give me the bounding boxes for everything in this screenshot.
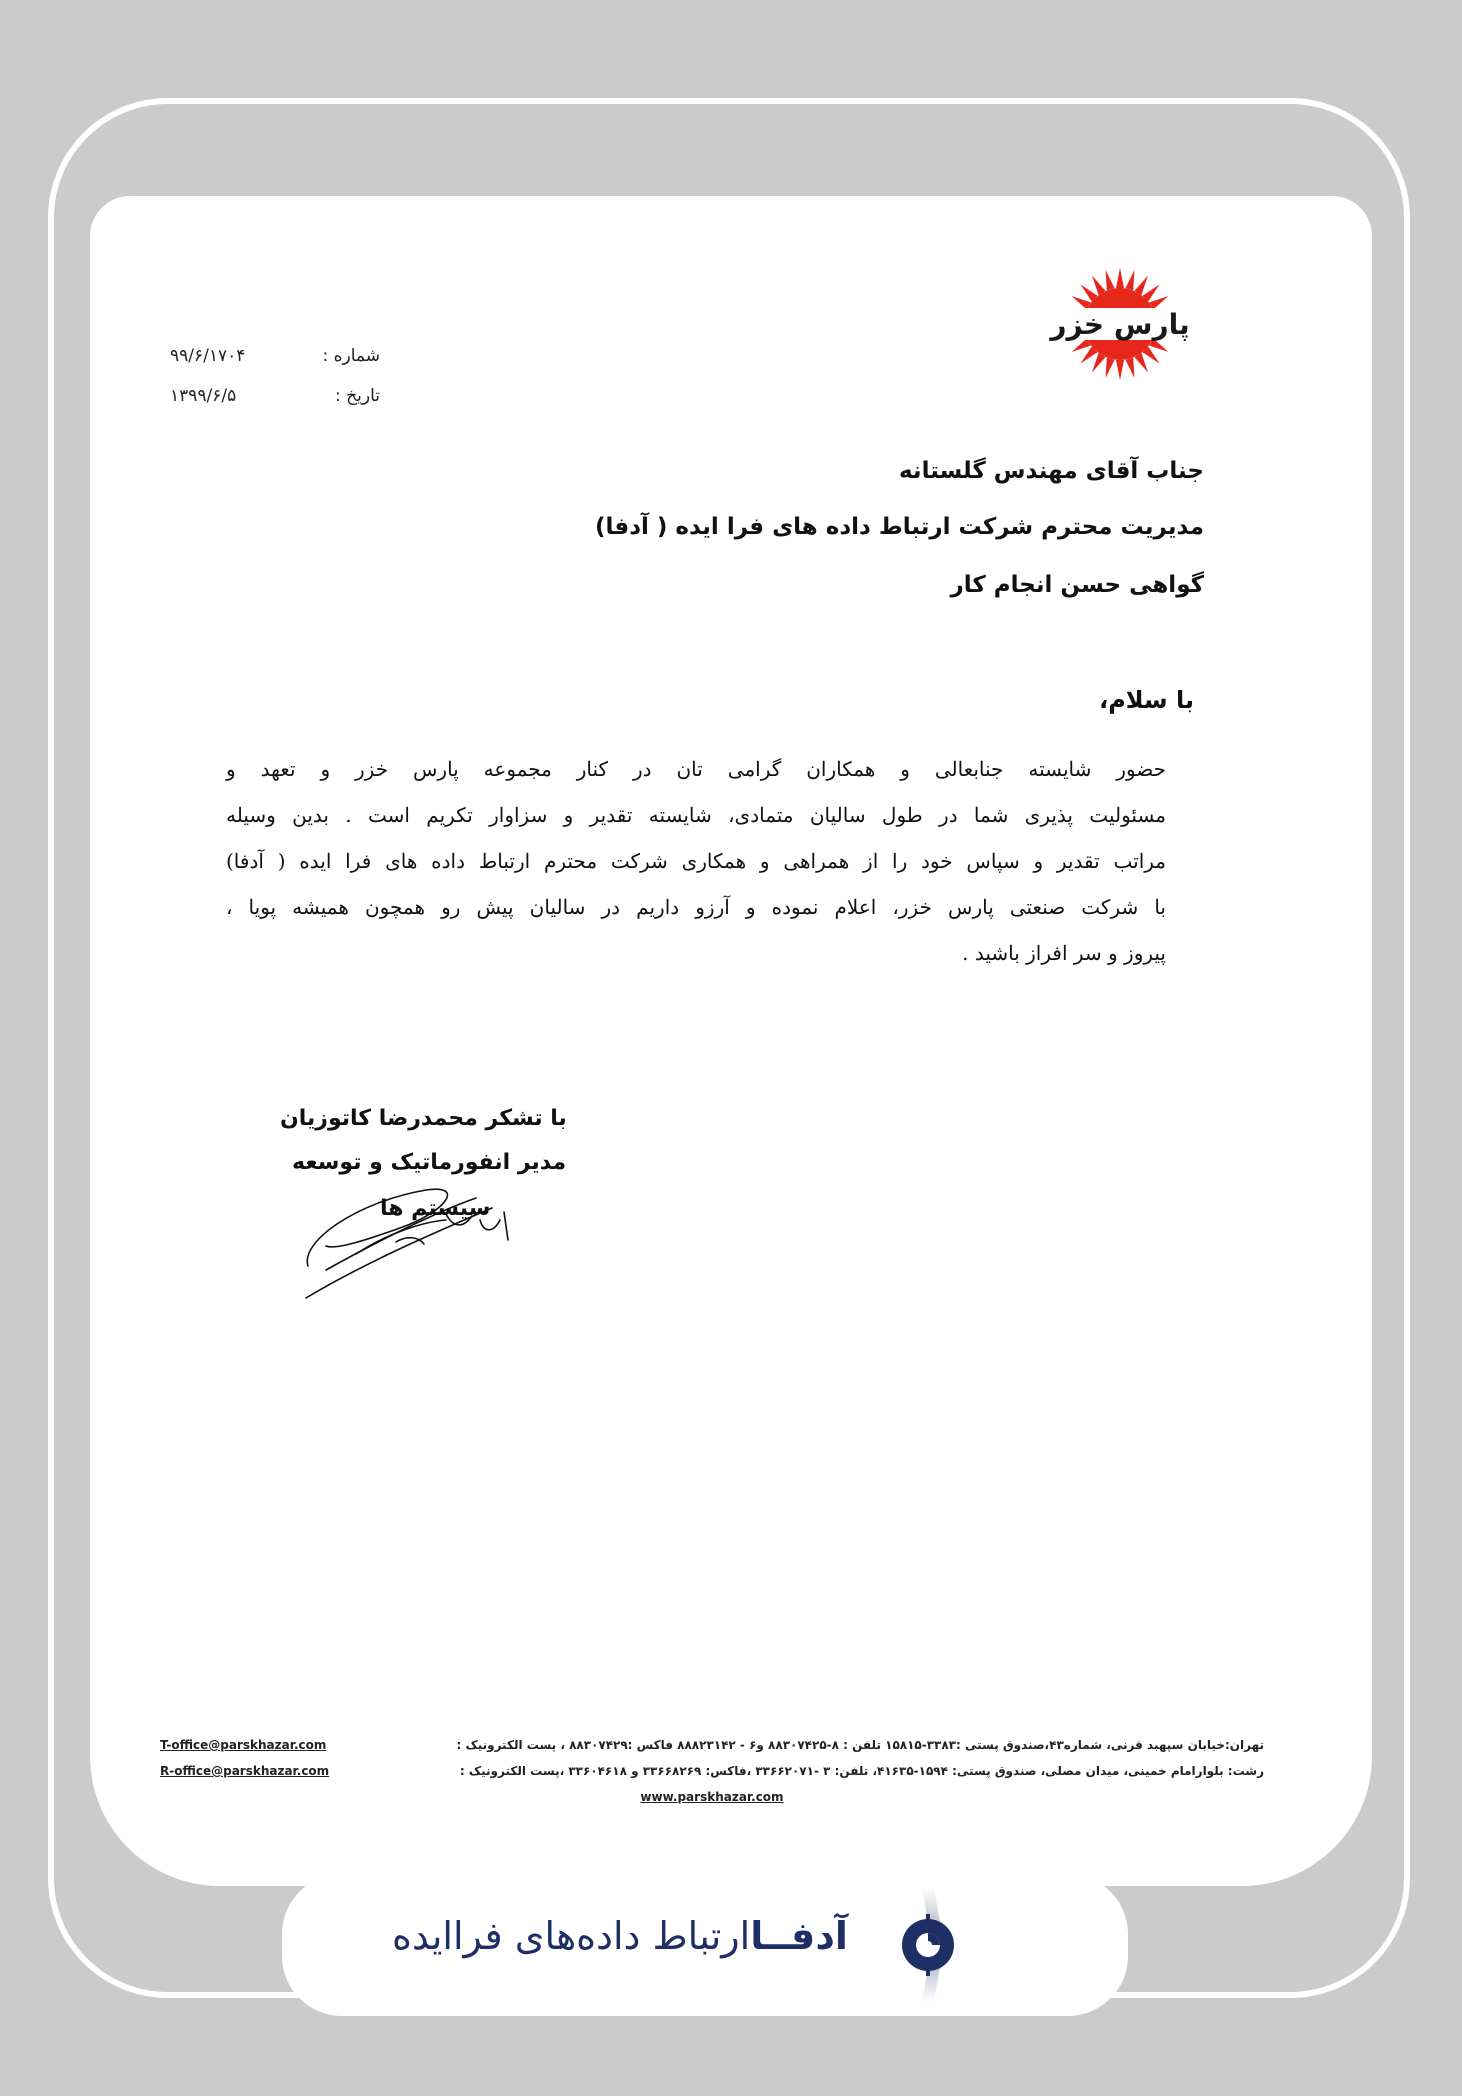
website-link[interactable]: www.parskhazar.com	[640, 1790, 784, 1804]
tehran-address: تهران:خیابان سپهبد قرنی، شماره۴۳،صندوق پستی :۳۳۸۳-۱۵۸۱۵ تلفن : ۸-۸۸۳۰۷۴۲۵ و۶ - ۸۸۸۲۳۱۴۲ فاکس :۸۸۳۰۷۴۲۹ ، پست الکترونیک :	[456, 1738, 1264, 1752]
recipient-company: مدیریت محترم شرکت ارتباط داده های فرا ایده ( آدفا)	[595, 514, 1204, 540]
rasht-address: رشت: بلوارامام خمینی، میدان مصلی، صندوق پستی: ۱۵۹۴-۴۱۶۳۵، تلفن: ۳ -۳۳۶۶۲۰۷۱ ،فاکس: ۳۳۶۶۸۲۶۹ و ۳۳۶۰۴۶۱۸ ،پست الکترونیک :	[459, 1764, 1264, 1778]
letter-body	[226, 746, 1166, 976]
body-line: پیروز و سر افراز باشید .	[962, 941, 1166, 965]
date-value: ۱۳۹۹/۶/۵	[170, 386, 237, 406]
date-row	[170, 376, 380, 416]
body-line: مسئولیت پذیری شما در طول سالیان متمادی، شایسته تقدیر و سزاوار تکریم است . بدین وسیله	[226, 803, 1166, 827]
signature-title: مدیر انفورماتیک و توسعه	[292, 1150, 567, 1175]
footer-tehran	[160, 1732, 1264, 1758]
body-line: حضور شایسته جنابعالی و همکاران گرامی تان در کنار مجموعه پارس خزر و تعهد و	[226, 757, 1166, 781]
letter-page	[90, 196, 1372, 1886]
number-row	[170, 336, 380, 376]
greeting: با سلام،	[1099, 686, 1194, 714]
recipient-name: جناب آقای مهندس گلستانه	[898, 458, 1204, 484]
brand-name-rest: ارتباط داده‌های فراایده	[392, 1914, 751, 1958]
date-label: تاریخ :	[335, 386, 380, 406]
body-line: با شرکت صنعتی پارس خزر، اعلام نموده و آرزو داریم در سالیان پیش رو همچون همیشه پویا ،	[226, 895, 1166, 919]
brand-name-strong: آدفــا	[750, 1914, 848, 1958]
brand-name	[392, 1914, 848, 1958]
number-value: ۹۹/۶/۱۷۰۴	[170, 346, 246, 366]
handwritten-signature	[296, 1150, 536, 1300]
body-line: مراتب تقدیر و سپاس خود را از همراهی و همکاری شرکت محترم ارتباط داده های فرا ایده ( آدفا)	[226, 849, 1166, 873]
brand-bar	[282, 1874, 1128, 2016]
pars-khazar-logo	[1040, 264, 1200, 384]
footer-rasht	[160, 1758, 1264, 1784]
rasht-email-link[interactable]: R-office@parskhazar.com	[160, 1764, 330, 1778]
signature-thanks: با تشکر محمدرضا کاتوزیان	[280, 1106, 567, 1131]
letter-subject: گواهی حسن انجام کار	[950, 572, 1204, 598]
number-label: شماره :	[322, 346, 380, 366]
letter-meta	[170, 336, 380, 416]
signature-title-cont: سیستم ها	[380, 1196, 491, 1221]
adfa-logo-icon	[882, 1888, 972, 2002]
logo-text: پارس خزر	[1050, 308, 1190, 341]
letter-footer	[160, 1732, 1264, 1810]
tehran-email-link[interactable]: T-office@parskhazar.com	[160, 1738, 327, 1752]
